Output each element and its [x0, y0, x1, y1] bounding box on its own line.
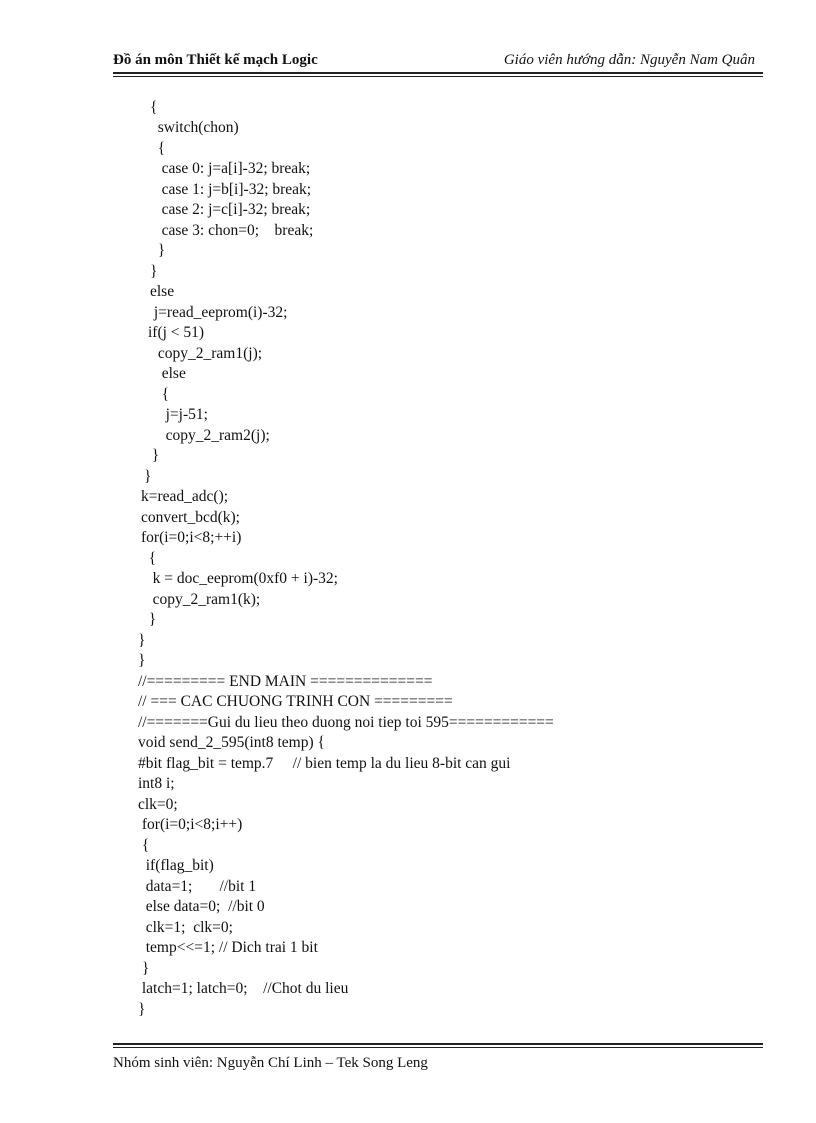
code-line: { — [150, 140, 166, 157]
code-line: } — [138, 652, 146, 669]
code-line: if(j < 51) — [148, 324, 205, 341]
code-line: void send_2_595(int8 temp) { — [138, 734, 325, 751]
code-line: k = doc_eeprom(0xf0 + i)-32; — [141, 570, 338, 587]
header-divider-thin — [113, 76, 763, 77]
code-line: } — [144, 447, 160, 464]
code-line: copy_2_ram1(j); — [154, 345, 263, 362]
code-line: j=read_eeprom(i)-32; — [150, 304, 288, 321]
page-footer: Nhóm sinh viên: Nguyễn Chí Linh – Tek Song Leng — [113, 1055, 428, 1071]
footer-divider — [113, 1043, 763, 1045]
code-line: latch=1; latch=0; //Chot du lieu — [138, 980, 349, 997]
code-line: case 2: j=c[i]-32; break; — [150, 201, 311, 218]
code-line: data=1; //bit 1 — [138, 878, 257, 895]
code-line: temp<<=1; // Dich trai 1 bit — [138, 939, 318, 956]
footer-divider-thin — [113, 1047, 763, 1048]
code-line: for(i=0;i<8;++i) — [141, 529, 242, 546]
code-line: { — [154, 386, 170, 403]
code-line: case 1: j=b[i]-32; break; — [150, 181, 312, 198]
instructor-name: Giáo viên hướng dẫn: Nguyễn Nam Quân — [503, 52, 755, 68]
code-line: copy_2_ram1(k); — [141, 591, 261, 608]
code-line: } — [150, 263, 158, 280]
header-divider — [113, 72, 763, 74]
code-line: #bit flag_bit = temp.7 // bien temp la du lieu 8-bit can gui — [138, 755, 511, 772]
code-line: case 0: j=a[i]-32; break; — [150, 160, 311, 177]
code-line: k=read_adc(); — [141, 488, 229, 505]
code-line: else — [150, 283, 175, 300]
code-line: else data=0; //bit 0 — [138, 898, 265, 915]
code-line: if(flag_bit) — [138, 857, 214, 874]
code-line: int8 i; — [138, 775, 175, 792]
code-line: } — [144, 468, 152, 485]
code-line: for(i=0;i<8;i++) — [138, 816, 243, 833]
code-line: clk=0; — [138, 796, 178, 813]
code-line: //=======Gui du lieu theo duong noi tiep toi 595============ — [138, 714, 554, 731]
document-title: Đồ án môn Thiết kế mạch Logic — [113, 52, 318, 68]
code-line: else — [154, 365, 186, 382]
code-line: copy_2_ram2(j); — [154, 427, 270, 444]
code-line: } — [138, 960, 150, 977]
code-line: case 3: chon=0; break; — [150, 222, 314, 239]
code-line: } — [138, 632, 146, 649]
code-line: //========= END MAIN ============== — [138, 673, 433, 690]
code-line: { — [150, 99, 158, 116]
code-line: j=j-51; — [154, 406, 208, 423]
code-line: { — [141, 550, 157, 567]
code-line: // === CAC CHUONG TRINH CON ========= — [138, 693, 453, 710]
code-line: } — [138, 1001, 146, 1018]
code-line: } — [141, 611, 157, 628]
code-line: switch(chon) — [150, 119, 239, 136]
code-line: convert_bcd(k); — [141, 509, 240, 526]
code-line: { — [138, 837, 150, 854]
code-line: } — [150, 242, 166, 259]
code-line: clk=1; clk=0; — [138, 919, 233, 936]
